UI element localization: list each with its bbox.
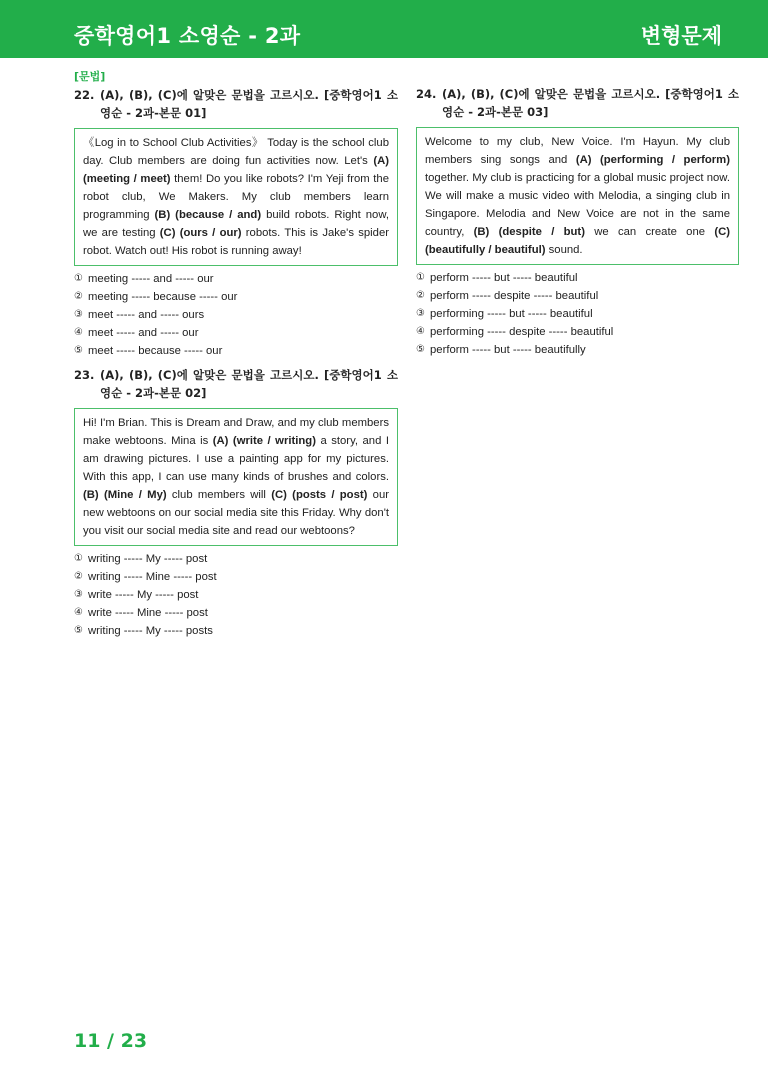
- choice-text: writing ----- My ----- post: [88, 553, 208, 565]
- question-number: 22.: [74, 88, 95, 102]
- passage-blank: (A) (meeting / meet): [83, 155, 389, 185]
- choice-text: writing ----- Mine ----- post: [88, 571, 217, 583]
- question-number: 24.: [416, 87, 437, 101]
- passage-text: build robots. Right now, we are testing: [83, 209, 389, 239]
- passage-blank: (C) (posts / post): [271, 489, 368, 501]
- passage-text: sound.: [545, 244, 583, 256]
- choice-option[interactable]: [74, 604, 398, 622]
- choice-number: ①: [416, 272, 425, 283]
- choice-text: write ----- Mine ----- post: [88, 607, 208, 619]
- passage-text: them! Do you like robots? I'm Yeji from the robot club, We Makers. My club members learn programming: [83, 173, 389, 221]
- question-22: [74, 86, 398, 360]
- choice-text: meet ----- and ----- ours: [88, 309, 205, 321]
- choice-option[interactable]: [74, 288, 398, 306]
- choice-number: ②: [74, 291, 83, 302]
- question-number: 23.: [74, 368, 95, 382]
- passage-blank: (C) (beautifully / beautiful): [425, 226, 730, 256]
- passage-text: together. My club is practicing for a global music project now. We will make a music video with Melodia, a singing club in Singapore. Melodia and New Voice are not in the same country,: [425, 172, 730, 238]
- left-column: [74, 68, 398, 360]
- passage-text: we can create one: [584, 226, 715, 238]
- choice-list: [74, 270, 398, 360]
- passage-text: robots. This is Jake's spider robot. Watch out! His robot is running away!: [83, 227, 389, 257]
- choice-text: meet ----- because ----- our: [88, 345, 223, 357]
- choice-text: meeting ----- because ----- our: [88, 291, 238, 303]
- choice-number: ①: [74, 553, 83, 564]
- choice-option[interactable]: [74, 342, 398, 360]
- question-text: (A), (B), (C)에 알맞은 문법을 고르시오. [중학영어1 소영순 - 2과-본문 02]: [100, 368, 398, 400]
- passage-blank: (A) (performing / perform): [575, 154, 730, 166]
- choice-option[interactable]: [416, 323, 739, 341]
- choice-text: meet ----- and ----- our: [88, 327, 199, 339]
- choice-text: write ----- My ----- post: [88, 589, 199, 601]
- choice-option[interactable]: [74, 622, 398, 640]
- question-text: (A), (B), (C)에 알맞은 문법을 고르시오. [중학영어1 소영순 - 2과-본문 03]: [442, 87, 739, 119]
- passage-text: Welcome to my club, New Voice. I'm Hayun. My club members sing songs and: [425, 136, 730, 166]
- question-heading: [416, 85, 739, 121]
- header-title: 중학영어1 소영순 - 2과: [74, 24, 301, 48]
- choice-text: performing ----- despite ----- beautiful: [430, 326, 614, 338]
- passage-text: Hi! I'm Brian. This is Dream and Draw, and my club members make webtoons. Mina is: [83, 417, 389, 447]
- choice-number: ④: [416, 326, 425, 337]
- passage-text: 《Log in to School Club Activities》 Today is the school club day. Club members are doing fun activities now. Let's: [83, 137, 389, 167]
- choice-option[interactable]: [74, 324, 398, 342]
- choice-number: ⑤: [74, 625, 83, 636]
- choice-option[interactable]: [74, 586, 398, 604]
- passage-box: [74, 408, 398, 546]
- choice-number: ②: [74, 571, 83, 582]
- choice-number: ④: [74, 607, 83, 618]
- choice-text: performing ----- but ----- beautiful: [430, 308, 593, 320]
- passage-text: our new webtoons on our social media site this Friday. Why don't you visit our social media site and read our webtoons?: [83, 489, 389, 537]
- passage-text: a story, and I am drawing pictures. I use a painting app for my pictures. With this app, I can use many kinds of brushes and colors.: [83, 435, 389, 483]
- header-right-label: 변형문제: [640, 24, 722, 48]
- left-column-lower: [74, 366, 398, 640]
- choice-option[interactable]: [74, 270, 398, 288]
- choice-list: [416, 269, 739, 359]
- question-24: [416, 85, 739, 359]
- passage-box: [416, 127, 739, 265]
- choice-text: perform ----- despite ----- beautiful: [430, 290, 599, 302]
- choice-option[interactable]: [416, 287, 739, 305]
- page-number: 11 / 23: [74, 1030, 148, 1052]
- choice-number: ⑤: [74, 345, 83, 356]
- question-heading: [74, 366, 398, 402]
- choice-list: [74, 550, 398, 640]
- choice-number: ③: [416, 308, 425, 319]
- choice-option[interactable]: [74, 550, 398, 568]
- choice-option[interactable]: [74, 568, 398, 586]
- passage-blank: (B) (because / and): [154, 209, 262, 221]
- choice-number: ④: [74, 327, 83, 338]
- choice-option[interactable]: [74, 306, 398, 324]
- choice-text: perform ----- but ----- beautifully: [430, 344, 586, 356]
- passage-box: [74, 128, 398, 266]
- choice-number: ③: [74, 309, 83, 320]
- question-heading: [74, 86, 398, 122]
- choice-number: ③: [74, 589, 83, 600]
- choice-option[interactable]: [416, 341, 739, 359]
- choice-number: ①: [74, 273, 83, 284]
- choice-number: ②: [416, 290, 425, 301]
- right-column: [416, 85, 739, 359]
- choice-text: writing ----- My ----- posts: [88, 625, 213, 637]
- passage-blank: (B) (Mine / My): [83, 489, 167, 501]
- passage-blank: (A) (write / writing): [212, 435, 316, 447]
- choice-text: meeting ----- and ----- our: [88, 273, 214, 285]
- choice-number: ⑤: [416, 344, 425, 355]
- choice-text: perform ----- but ----- beautiful: [430, 272, 578, 284]
- section-tag: [문법]: [74, 70, 106, 83]
- passage-blank: (C) (ours / our): [159, 227, 242, 239]
- choice-option[interactable]: [416, 269, 739, 287]
- choice-option[interactable]: [416, 305, 739, 323]
- passage-text: club members will: [166, 489, 272, 501]
- question-23: [74, 366, 398, 640]
- question-text: (A), (B), (C)에 알맞은 문법을 고르시오. [중학영어1 소영순 - 2과-본문 01]: [100, 88, 398, 120]
- page-header: [0, 0, 768, 58]
- passage-blank: (B) (despite / but): [473, 226, 585, 238]
